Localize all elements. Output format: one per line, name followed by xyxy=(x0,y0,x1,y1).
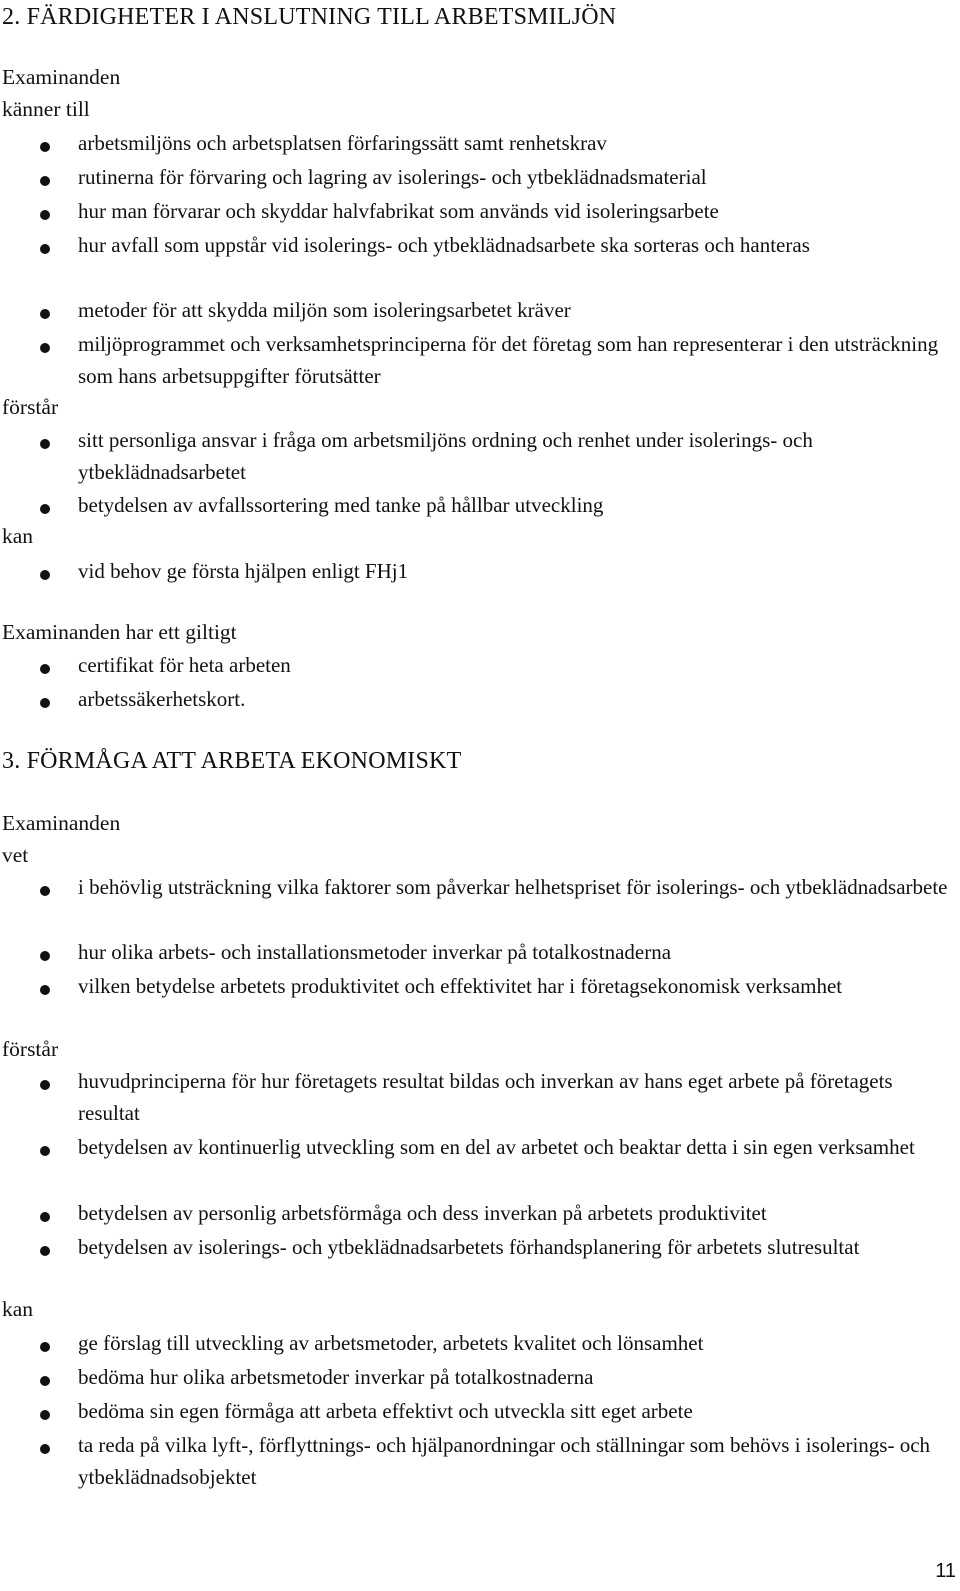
list-item: metoder för att skydda miljön som isoleringsarbetet kräver xyxy=(78,298,571,322)
list-item: rutinerna för förvaring och lagring av isolerings- och ytbeklädnadsmaterial xyxy=(78,165,707,189)
list-item: vid behov ge första hjälpen enligt FHj1 xyxy=(78,559,409,583)
bullet-icon xyxy=(40,1410,50,1420)
list-item: certifikat för heta arbeten xyxy=(78,653,291,677)
list-item: bedöma hur olika arbetsmetoder inverkar på totalkostnaderna xyxy=(78,1365,594,1389)
section-3-understands-label: förstår xyxy=(2,1037,59,1061)
bullet-icon xyxy=(40,244,50,254)
list-item: sitt personliga ansvar i fråga om arbetsmiljöns ordning och renhet under isolerings- och ytbeklädnadsarbetet xyxy=(78,428,813,484)
bullet-icon xyxy=(40,142,50,152)
bullet-icon xyxy=(40,210,50,220)
list-item: betydelsen av isolerings- och ytbeklädnadsarbetets förhandsplanering för arbetets slutresultat xyxy=(78,1235,860,1259)
list-item: miljöprogrammet och verksamhetsprinciperna för det företag som han representerar i den utsträckning som hans arbetsuppgifter förutsätter xyxy=(78,332,939,388)
section-2-certificate-label: Examinanden har ett giltigt xyxy=(2,620,237,644)
bullet-icon xyxy=(40,1212,50,1222)
bullet-icon xyxy=(40,439,50,449)
bullet-icon xyxy=(40,1376,50,1386)
list-item: huvudprinciperna för hur företagets resultat bildas och inverkan av hans eget arbete på företagets resultat xyxy=(78,1069,893,1125)
bullet-icon xyxy=(40,1444,50,1454)
page-number: 11 xyxy=(935,1560,956,1582)
bullet-icon xyxy=(40,1080,50,1090)
bullet-icon xyxy=(40,176,50,186)
list-item: ta reda på vilka lyft-, förflyttnings- och hjälpanordningar och ställningar som behövs i isolerings- och ytbeklädnadsobjektet xyxy=(78,1433,931,1489)
section-3-can-label: kan xyxy=(2,1297,34,1321)
bullet-icon xyxy=(40,886,50,896)
bullet-icon xyxy=(40,1342,50,1352)
bullet-icon xyxy=(40,309,50,319)
list-item: hur olika arbets- och installationsmetoder inverkar på totalkostnaderna xyxy=(78,940,672,964)
bullet-icon xyxy=(40,985,50,995)
list-item: bedöma sin egen förmåga att arbeta effektivt och utveckla sitt eget arbete xyxy=(78,1399,693,1423)
list-item: betydelsen av avfallssortering med tanke på hållbar utveckling xyxy=(78,493,604,517)
list-item: hur avfall som uppstår vid isolerings- och ytbeklädnadsarbete ska sorteras och hanteras xyxy=(78,233,810,257)
bullet-icon xyxy=(40,698,50,708)
section-2-heading: 2. FÄRDIGHETER I ANSLUTNING TILL ARBETSMILJÖN xyxy=(2,4,617,30)
bullet-icon xyxy=(40,343,50,353)
bullet-icon xyxy=(40,664,50,674)
list-item: arbetssäkerhetskort. xyxy=(78,687,246,711)
bullet-icon xyxy=(40,570,50,580)
section-2-can-label: kan xyxy=(2,524,34,548)
list-item: hur man förvarar och skyddar halvfabrikat som används vid isoleringsarbete xyxy=(78,199,719,223)
list-item: vilken betydelse arbetets produktivitet och effektivitet har i företagsekonomisk verksamhet xyxy=(78,974,843,998)
bullet-icon xyxy=(40,1246,50,1256)
section-2-understands-label: förstår xyxy=(2,395,59,419)
section-3-knows-label: vet xyxy=(2,843,29,867)
bullet-icon xyxy=(40,504,50,514)
list-item: i behövlig utsträckning vilka faktorer som påverkar helhetspriset för isolerings- och ytbeklädnadsarbete xyxy=(78,875,948,899)
section-3-heading: 3. FÖRMÅGA ATT ARBETA EKONOMISKT xyxy=(2,748,462,774)
list-item: betydelsen av personlig arbetsförmåga och dess inverkan på arbetets produktivitet xyxy=(78,1201,767,1225)
list-item: betydelsen av kontinuerlig utveckling som en del av arbetet och beaktar detta i sin egen verksamhet xyxy=(78,1135,915,1159)
list-item: arbetsmiljöns och arbetsplatsen förfaringssätt samt renhetskrav xyxy=(78,131,607,155)
bullet-icon xyxy=(40,951,50,961)
bullet-icon xyxy=(40,1146,50,1156)
section-2-knows-label: känner till xyxy=(2,97,90,121)
list-item: ge förslag till utveckling av arbetsmetoder, arbetets kvalitet och lönsamhet xyxy=(78,1331,704,1355)
section-3-examinee-label: Examinanden xyxy=(2,811,121,835)
section-2-examinee-label: Examinanden xyxy=(2,65,121,89)
